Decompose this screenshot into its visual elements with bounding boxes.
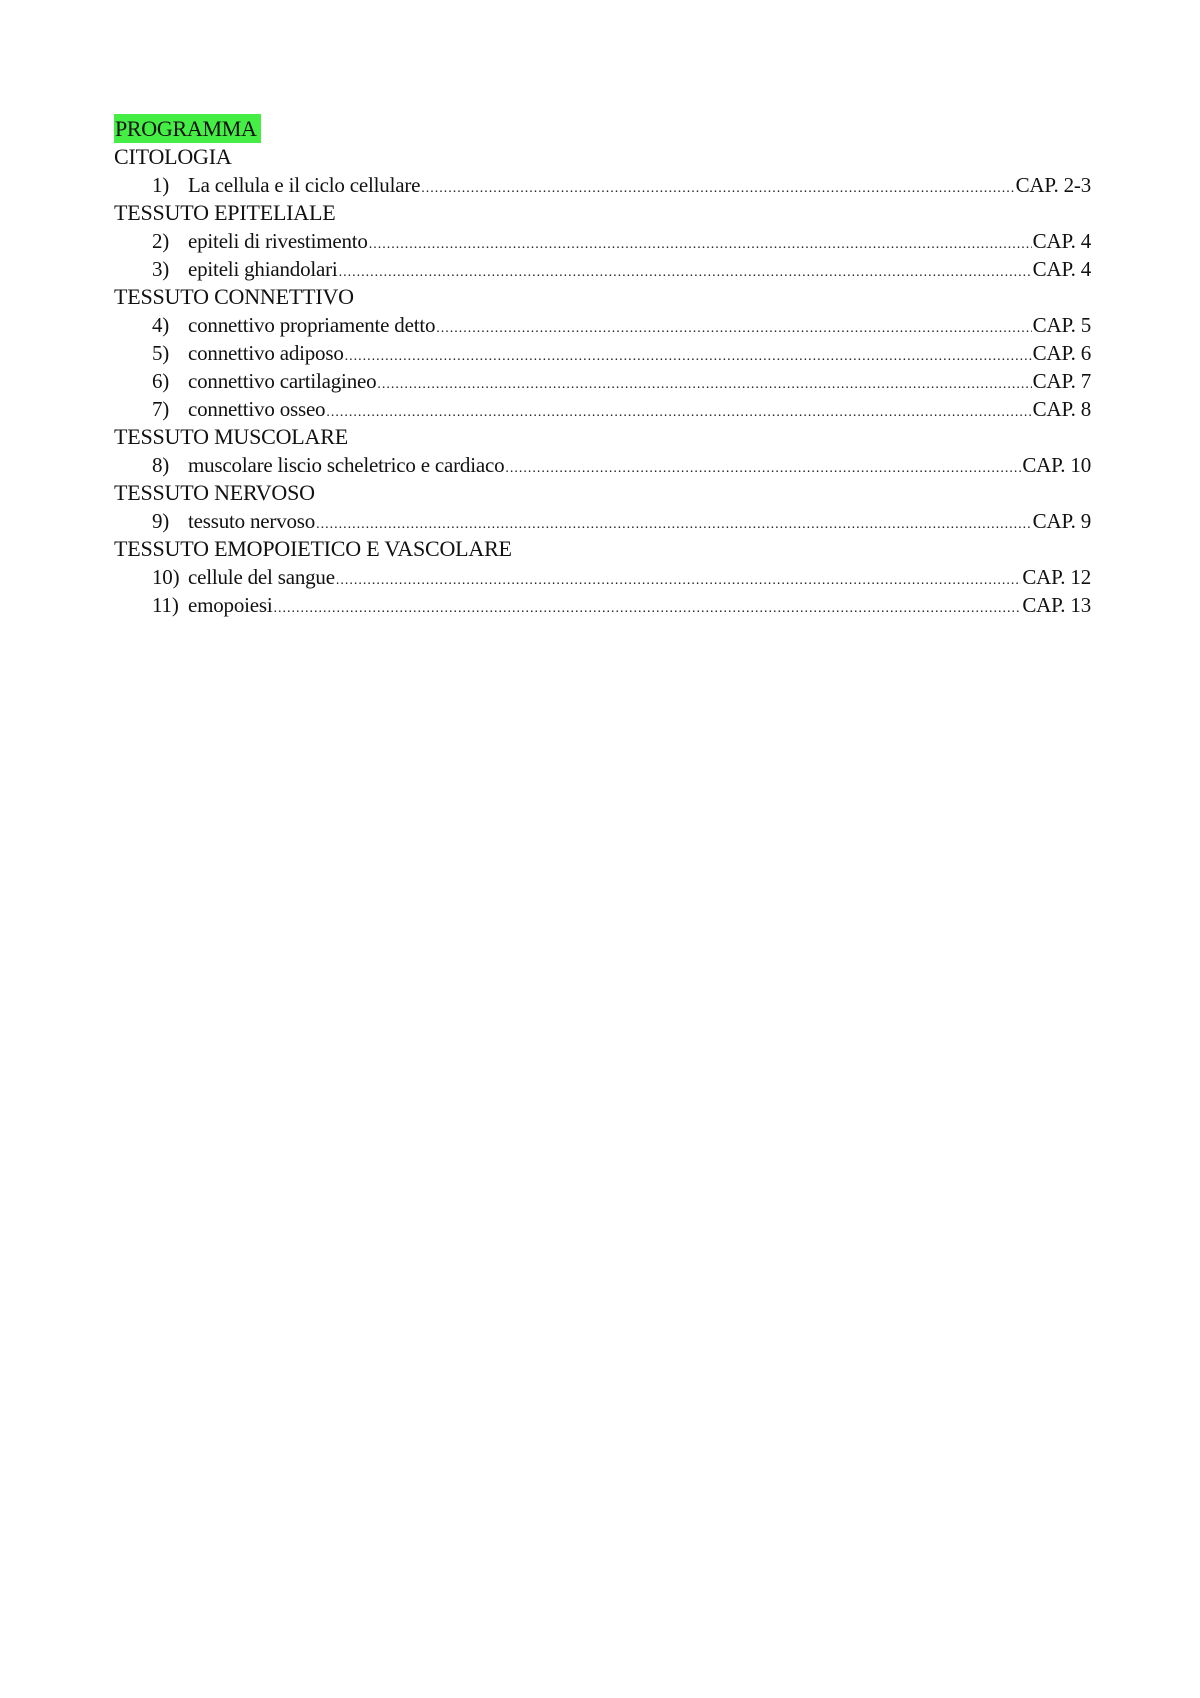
entry-number: 2) <box>152 229 170 253</box>
toc-entry <box>114 171 1091 199</box>
entry-number: 10) <box>152 565 180 589</box>
dot-leader <box>421 175 1014 203</box>
toc-entry <box>114 451 1091 479</box>
entry-chapter-ref: CAP. 4 <box>1032 257 1091 281</box>
entry-number: 9) <box>152 509 170 533</box>
entry-number: 6) <box>152 369 170 393</box>
entry-chapter-ref: CAP. 10 <box>1022 453 1091 477</box>
entry-chapter-ref: CAP. 2-3 <box>1015 173 1091 197</box>
toc-entry <box>114 227 1091 255</box>
entry-label: connettivo propriamente detto <box>188 313 436 337</box>
section-heading: TESSUTO CONNETTIVO <box>114 284 354 309</box>
entry-label: muscolare liscio scheletrico e cardiaco <box>188 453 505 477</box>
section-heading: CITOLOGIA <box>114 144 232 169</box>
entry-chapter-ref: CAP. 4 <box>1032 229 1091 253</box>
entry-label: cellule del sangue <box>188 565 335 589</box>
section-heading: TESSUTO NERVOSO <box>114 480 315 505</box>
toc-entry <box>114 395 1091 423</box>
entry-chapter-ref: CAP. 8 <box>1032 397 1091 421</box>
section-heading: TESSUTO EPITELIALE <box>114 200 336 225</box>
dot-leader <box>369 231 1032 259</box>
entry-chapter-ref: CAP. 12 <box>1022 565 1091 589</box>
entry-label: emopoiesi <box>188 593 273 617</box>
entry-label: connettivo osseo <box>188 397 326 421</box>
entry-label: La cellula e il ciclo cellulare <box>188 173 421 197</box>
entry-label: tessuto nervoso <box>188 509 316 533</box>
entry-chapter-ref: CAP. 9 <box>1032 509 1091 533</box>
entry-label: epiteli di rivestimento <box>188 229 368 253</box>
document-page <box>114 115 1091 619</box>
table-of-contents <box>114 143 1091 619</box>
entry-number: 1) <box>152 173 170 197</box>
toc-entry <box>114 311 1091 339</box>
toc-entry <box>114 367 1091 395</box>
entry-number: 7) <box>152 397 170 421</box>
section-heading: TESSUTO MUSCOLARE <box>114 424 348 449</box>
entry-label: connettivo adiposo <box>188 341 344 365</box>
entry-label: connettivo cartilagineo <box>188 369 377 393</box>
dot-leader <box>274 595 1022 623</box>
entry-label: epiteli ghiandolari <box>188 257 338 281</box>
entry-chapter-ref: CAP. 7 <box>1032 369 1091 393</box>
entry-number: 8) <box>152 453 170 477</box>
dot-leader <box>505 455 1021 483</box>
dot-leader <box>436 315 1031 343</box>
section-heading: TESSUTO EMOPOIETICO E VASCOLARE <box>114 536 512 561</box>
entry-chapter-ref: CAP. 5 <box>1032 313 1091 337</box>
dot-leader <box>377 371 1031 399</box>
title-row <box>114 115 1091 143</box>
dot-leader <box>345 343 1032 371</box>
entry-number: 4) <box>152 313 170 337</box>
toc-entry <box>114 255 1091 283</box>
entry-number: 11) <box>152 593 179 617</box>
entry-chapter-ref: CAP. 6 <box>1032 341 1091 365</box>
entry-chapter-ref: CAP. 13 <box>1022 593 1091 617</box>
dot-leader <box>336 567 1022 595</box>
entry-number: 3) <box>152 257 170 281</box>
entry-number: 5) <box>152 341 170 365</box>
toc-entry <box>114 507 1091 535</box>
toc-entry <box>114 563 1091 591</box>
document-title: PROGRAMMA <box>114 114 261 143</box>
dot-leader <box>326 399 1031 427</box>
dot-leader <box>339 259 1032 287</box>
toc-entry <box>114 591 1091 619</box>
toc-entry <box>114 339 1091 367</box>
